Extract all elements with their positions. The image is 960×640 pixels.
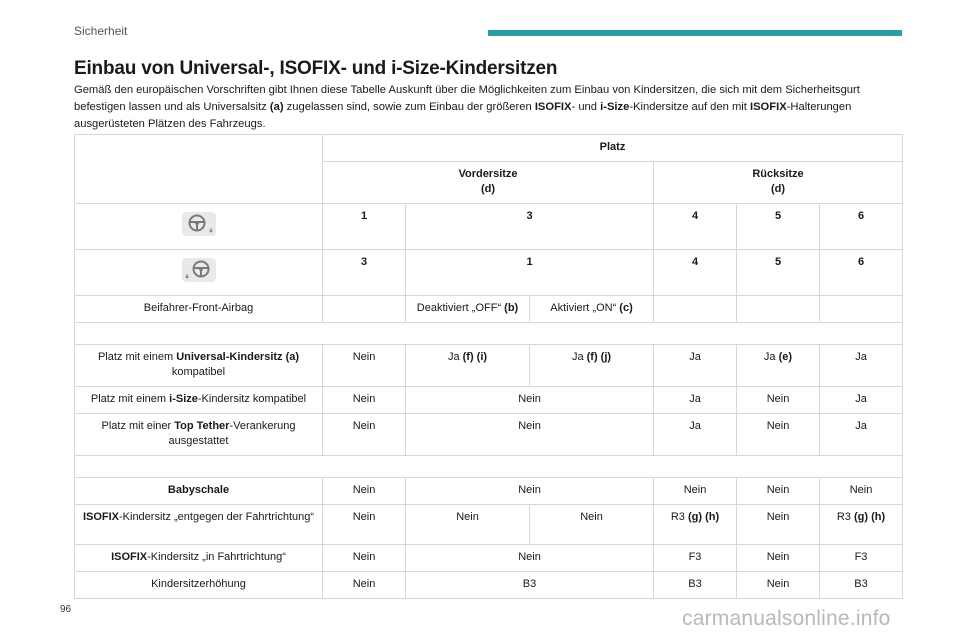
table-cell: Nein bbox=[323, 572, 406, 599]
seat-number: 6 bbox=[820, 204, 903, 250]
seat-number: 6 bbox=[820, 250, 903, 296]
page-title: Einbau von Universal-, ISOFIX- und i-Size-Kindersitzen bbox=[74, 58, 558, 79]
table-row bbox=[75, 345, 903, 387]
table-cell: Ja (f) (j) bbox=[530, 345, 654, 387]
intro-bold: i-Size bbox=[600, 101, 630, 113]
watermark: carmanualsonline.info bbox=[682, 607, 891, 630]
table-cell: Ja bbox=[654, 414, 737, 456]
table-cell: Ja bbox=[820, 387, 903, 414]
table-cell: Nein bbox=[406, 505, 530, 545]
table-cell: Nein bbox=[737, 387, 820, 414]
table-row bbox=[75, 296, 903, 323]
table-cell: Ja (e) bbox=[737, 345, 820, 387]
table-row bbox=[75, 572, 903, 599]
row-label: Platz mit einem i-Size-Kindersitz kompatibel bbox=[75, 387, 323, 414]
ruecksitze-header: Rücksitze (d) bbox=[654, 162, 903, 204]
row-label: ISOFIX-Kindersitz „in Fahrtrichtung“ bbox=[75, 545, 323, 572]
seat-number: 3 bbox=[323, 250, 406, 296]
table-cell: R3 (g) (h) bbox=[820, 505, 903, 545]
table-cell: Ja bbox=[820, 345, 903, 387]
seat-number: 1 bbox=[323, 204, 406, 250]
table-cell: Nein bbox=[406, 414, 654, 456]
intro-text: - und bbox=[571, 101, 601, 113]
table-row bbox=[75, 414, 903, 456]
table-row bbox=[75, 505, 903, 545]
intro-text: zugelassen sind, sowie zum Einbau der größeren bbox=[283, 101, 535, 113]
seat-number: 3 bbox=[406, 204, 654, 250]
table-spacer-row bbox=[75, 323, 903, 345]
lhd-icon-cell bbox=[75, 204, 323, 250]
table-cell: F3 bbox=[654, 545, 737, 572]
table-cell: Nein bbox=[737, 478, 820, 505]
intro-bold: ISOFIX bbox=[749, 101, 787, 113]
table-row bbox=[75, 478, 903, 505]
table-cell bbox=[75, 456, 903, 478]
child-seat-table bbox=[74, 134, 903, 599]
table-cell: Nein bbox=[737, 414, 820, 456]
vordersitze-header: Vordersitze (d) bbox=[323, 162, 654, 204]
table-cell: B3 bbox=[654, 572, 737, 599]
table-row bbox=[75, 250, 903, 296]
table-cell: B3 bbox=[820, 572, 903, 599]
table-spacer-row bbox=[75, 456, 903, 478]
table-cell: F3 bbox=[820, 545, 903, 572]
table-cell: R3 (g) (h) bbox=[654, 505, 737, 545]
page-number: 96 bbox=[60, 604, 72, 615]
table-cell bbox=[737, 296, 820, 323]
table-cell: Nein bbox=[737, 505, 820, 545]
table-cell: Nein bbox=[737, 545, 820, 572]
section-label: Sicherheit bbox=[74, 24, 128, 38]
seat-number: 5 bbox=[737, 250, 820, 296]
row-label: Kindersitzerhöhung bbox=[75, 572, 323, 599]
intro-paragraph bbox=[74, 82, 904, 133]
table-cell: Ja bbox=[654, 387, 737, 414]
table-cell: Ja bbox=[654, 345, 737, 387]
table-cell: Ja bbox=[820, 414, 903, 456]
table-cell: Ja (f) (i) bbox=[406, 345, 530, 387]
steering-wheel-right-icon bbox=[181, 257, 217, 283]
table-cell: Nein bbox=[323, 545, 406, 572]
airbag-off-cell: Deaktiviert „OFF“ (b) bbox=[406, 296, 530, 323]
seat-number: 5 bbox=[737, 204, 820, 250]
table-cell: Nein bbox=[406, 478, 654, 505]
table-cell bbox=[323, 296, 406, 323]
table-cell bbox=[75, 323, 903, 345]
table-cell: Nein bbox=[323, 478, 406, 505]
row-label: Platz mit einer Top Tether-Verankerung ausgestattet bbox=[75, 414, 323, 456]
table-cell: Nein bbox=[530, 505, 654, 545]
steering-wheel-left-icon bbox=[181, 211, 217, 237]
table-cell: Nein bbox=[323, 505, 406, 545]
header-accent-bar bbox=[488, 30, 902, 36]
table-cell bbox=[654, 296, 737, 323]
table-cell: Nein bbox=[737, 572, 820, 599]
table-cell: Nein bbox=[323, 345, 406, 387]
table-cell: B3 bbox=[406, 572, 654, 599]
row-label: Beifahrer-Front-Airbag bbox=[75, 296, 323, 323]
row-label: Platz mit einem Universal-Kindersitz (a) kompatibel bbox=[75, 345, 323, 387]
intro-text: Gemäß den europäischen Vorschriften gibt Ihnen diese Tabelle Auskunft über die Möglichkeiten zum Einbau von Kindersitzen, die sich mit dem Sicherheitsgurt befestigen lassen und als Universalsitz bbox=[74, 84, 860, 113]
intro-text: -Kindersitze auf den mit bbox=[629, 101, 750, 113]
seat-number: 1 bbox=[406, 250, 654, 296]
table-row bbox=[75, 545, 903, 572]
table-cell: Nein bbox=[406, 387, 654, 414]
intro-bold: (a) bbox=[269, 101, 284, 113]
table-corner-cell bbox=[75, 135, 323, 204]
row-label: Babyschale bbox=[75, 478, 323, 505]
airbag-on-cell: Aktiviert „ON“ (c) bbox=[530, 296, 654, 323]
table-cell bbox=[820, 296, 903, 323]
rhd-icon-cell bbox=[75, 250, 323, 296]
table-cell: Nein bbox=[323, 387, 406, 414]
platz-header: Platz bbox=[323, 135, 903, 162]
table-cell: Nein bbox=[406, 545, 654, 572]
table-row bbox=[75, 204, 903, 250]
table-cell: Nein bbox=[323, 414, 406, 456]
table-row bbox=[75, 387, 903, 414]
table-cell: Nein bbox=[654, 478, 737, 505]
row-label: ISOFIX-Kindersitz „entgegen der Fahrtrichtung“ bbox=[75, 505, 323, 545]
seat-number: 4 bbox=[654, 250, 737, 296]
table-cell: Nein bbox=[820, 478, 903, 505]
table-row bbox=[75, 135, 903, 162]
seat-number: 4 bbox=[654, 204, 737, 250]
intro-bold: ISOFIX bbox=[534, 101, 572, 113]
intro-text: -Halterungen ausgerüsteten Plätzen des Fahrzeugs. bbox=[74, 101, 852, 130]
